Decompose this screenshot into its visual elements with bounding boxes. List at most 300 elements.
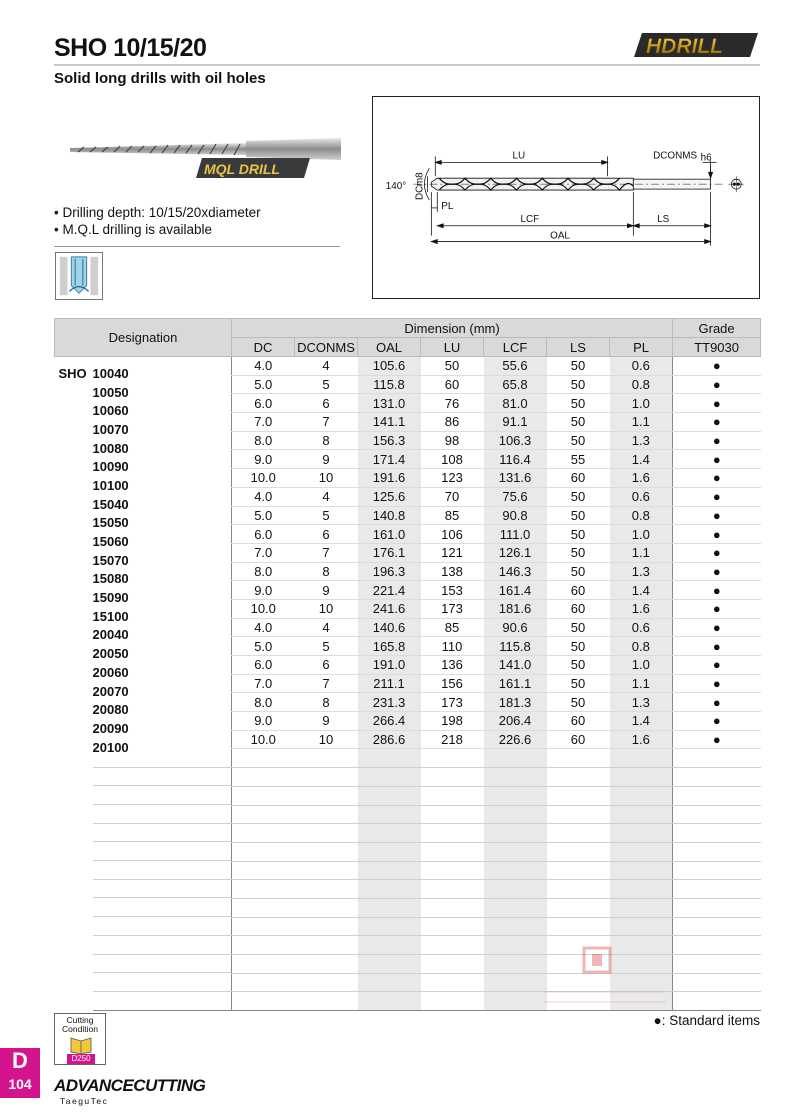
cell-dconms: 9: [295, 712, 358, 731]
cell-dc: 4.0: [232, 487, 295, 506]
designation-cell: [55, 431, 232, 456]
cell-pl: 0.6: [610, 618, 673, 637]
cell-lu: [421, 898, 484, 917]
cell-oal: 191.6: [358, 469, 421, 488]
designation-header: Designation: [55, 319, 232, 357]
cell-dconms: [295, 786, 358, 805]
legend-standard-items: ●: Standard items: [653, 1013, 760, 1028]
cell-oal: [358, 917, 421, 936]
table-row-empty: [55, 805, 761, 824]
cutting-condition-page: D250: [67, 1054, 95, 1064]
cell-grade: ●: [673, 637, 761, 656]
cell-grade: ●: [673, 618, 761, 637]
designation-cell: [55, 562, 232, 587]
cell-ls: 60: [547, 581, 610, 600]
table-row: [55, 674, 761, 693]
cell-dconms: [295, 936, 358, 955]
table-row: [55, 357, 761, 376]
cell-ls: [547, 880, 610, 899]
cell-grade: ●: [673, 431, 761, 450]
cell-ls: 50: [547, 487, 610, 506]
designation-cell: [55, 936, 232, 955]
cell-pl: 1.0: [610, 394, 673, 413]
cell-grade: [673, 861, 761, 880]
cell-grade: ●: [673, 730, 761, 749]
table-row-empty: [55, 861, 761, 880]
feature-list: [54, 204, 261, 238]
watermark-logo: [540, 944, 670, 1014]
cell-lu: 218: [421, 730, 484, 749]
cell-lu: [421, 955, 484, 974]
cell-dc: [232, 973, 295, 992]
cell-pl: 0.8: [610, 637, 673, 656]
cell-lu: 173: [421, 693, 484, 712]
cell-dc: 7.0: [232, 674, 295, 693]
cell-lcf: 131.6: [484, 469, 547, 488]
cell-lu: 198: [421, 712, 484, 731]
table-row-empty: [55, 768, 761, 787]
cell-lu: 173: [421, 599, 484, 618]
cutting-condition-label: Cutting Condition: [62, 1015, 98, 1034]
cell-oal: 231.3: [358, 693, 421, 712]
cell-pl: 1.4: [610, 450, 673, 469]
feature-divider: [54, 246, 340, 247]
designation-code: 15050: [92, 515, 129, 531]
cell-ls: 50: [547, 413, 610, 432]
cell-pl: 1.6: [610, 730, 673, 749]
cell-grade: ●: [673, 712, 761, 731]
designation-code: 15060: [92, 534, 129, 550]
table-row-empty: [55, 898, 761, 917]
spec-table: [54, 318, 761, 1011]
cell-grade: [673, 880, 761, 899]
cell-lcf: 111.0: [484, 525, 547, 544]
cell-lu: 50: [421, 357, 484, 376]
cell-lu: 98: [421, 431, 484, 450]
table-row: [55, 469, 761, 488]
cell-grade: ●: [673, 656, 761, 675]
cell-oal: [358, 992, 421, 1011]
designation-cell: [55, 861, 232, 880]
cell-ls: 50: [547, 637, 610, 656]
cell-grade: [673, 768, 761, 787]
designation-code: 20040: [92, 627, 129, 643]
cell-dc: [232, 936, 295, 955]
cell-lcf: [484, 917, 547, 936]
label-dconms-tolerance: h6: [700, 152, 712, 164]
designation-cell: [55, 955, 232, 974]
cell-lu: 138: [421, 562, 484, 581]
cell-grade: ●: [673, 394, 761, 413]
cell-grade: ●: [673, 487, 761, 506]
label-oal: OAL: [550, 230, 570, 242]
cell-lcf: [484, 842, 547, 861]
cell-grade: [673, 842, 761, 861]
table-row: [55, 693, 761, 712]
section-letter: D: [12, 1048, 28, 1073]
cell-pl: [610, 861, 673, 880]
cell-ls: 50: [547, 394, 610, 413]
cell-lcf: 141.0: [484, 656, 547, 675]
cell-oal: [358, 973, 421, 992]
cell-ls: [547, 786, 610, 805]
designation-cell: [55, 525, 232, 550]
label-point-angle: 140°: [385, 181, 407, 193]
cell-lcf: [484, 936, 547, 955]
table-row-empty: [55, 842, 761, 861]
table-row: [55, 712, 761, 731]
cell-lu: [421, 936, 484, 955]
designation-code: 15070: [92, 552, 129, 568]
designation-cell: [55, 880, 232, 899]
designation-cell: [55, 805, 232, 824]
cell-lcf: 106.3: [484, 431, 547, 450]
feature-item: • Drilling depth: 10/15/20xdiameter: [54, 205, 261, 220]
label-lcf: LCF: [520, 213, 540, 225]
svg-text:HDRILL: HDRILL: [646, 35, 723, 58]
cell-lcf: [484, 749, 547, 768]
cell-lcf: 126.1: [484, 543, 547, 562]
cell-dconms: [295, 898, 358, 917]
cell-pl: 1.6: [610, 599, 673, 618]
drill-dimension-diagram: [372, 96, 760, 299]
designation-cell: [55, 487, 232, 512]
cell-grade: ●: [673, 413, 761, 432]
cell-lu: 156: [421, 674, 484, 693]
cell-lcf: 161.4: [484, 581, 547, 600]
designation-code: 10050: [92, 384, 129, 400]
cell-lcf: [484, 861, 547, 880]
table-row: [55, 525, 761, 544]
cell-ls: [547, 898, 610, 917]
cell-pl: 0.8: [610, 506, 673, 525]
cell-lcf: [484, 992, 547, 1011]
cell-lcf: 81.0: [484, 394, 547, 413]
cell-dc: [232, 955, 295, 974]
col-grade-tt9030: TT9030: [673, 338, 761, 357]
cell-pl: [610, 768, 673, 787]
designation-cell: [55, 637, 232, 662]
cell-lcf: 116.4: [484, 450, 547, 469]
cell-dconms: [295, 880, 358, 899]
cell-grade: [673, 805, 761, 824]
cell-dc: [232, 992, 295, 1011]
cell-grade: [673, 936, 761, 955]
cell-grade: [673, 973, 761, 992]
cell-dc: 7.0: [232, 543, 295, 562]
cell-dconms: [295, 992, 358, 1011]
designation-code: 20060: [92, 664, 129, 680]
table-row-empty: [55, 749, 761, 768]
col-pl: PL: [610, 338, 673, 357]
cell-dc: 10.0: [232, 469, 295, 488]
cell-pl: [610, 749, 673, 768]
designation-code: 20100: [92, 739, 129, 755]
table-row: [55, 450, 761, 469]
cell-pl: [610, 824, 673, 843]
col-dc: DC: [232, 338, 295, 357]
cell-ls: 50: [547, 375, 610, 394]
cell-dconms: 10: [295, 730, 358, 749]
cell-dc: 9.0: [232, 712, 295, 731]
cell-dc: 6.0: [232, 394, 295, 413]
designation-code: 20090: [92, 720, 129, 736]
cell-grade: ●: [673, 599, 761, 618]
designation-cell: [55, 674, 232, 699]
cell-oal: 176.1: [358, 543, 421, 562]
cell-dc: 9.0: [232, 581, 295, 600]
table-row-empty: [55, 880, 761, 899]
coolant-drill-icon: [55, 252, 103, 300]
cell-oal: [358, 861, 421, 880]
table-row: [55, 562, 761, 581]
cell-lcf: 206.4: [484, 712, 547, 731]
label-dconms: DCONMS: [653, 150, 698, 162]
table-row: [55, 656, 761, 675]
cell-lu: [421, 786, 484, 805]
cell-grade: [673, 917, 761, 936]
cell-ls: [547, 749, 610, 768]
cell-lu: [421, 824, 484, 843]
cell-lu: [421, 917, 484, 936]
cell-ls: 50: [547, 618, 610, 637]
designation-code: 10080: [92, 440, 129, 456]
label-lu: LU: [512, 150, 526, 162]
cell-dconms: [295, 973, 358, 992]
cell-grade: [673, 824, 761, 843]
designation-code: 15040: [92, 496, 129, 512]
cell-grade: ●: [673, 581, 761, 600]
section-tab: [0, 1048, 40, 1098]
designation-cell: [55, 543, 232, 568]
designation-code: 20070: [92, 683, 129, 699]
label-dc: DC: [414, 185, 426, 200]
cell-oal: [358, 786, 421, 805]
table-row: [55, 375, 761, 394]
cell-oal: 241.6: [358, 599, 421, 618]
cell-grade: [673, 955, 761, 974]
table-row: [55, 413, 761, 432]
cell-dc: [232, 898, 295, 917]
designation-cell: [55, 413, 232, 437]
cell-dconms: [295, 917, 358, 936]
cell-grade: ●: [673, 525, 761, 544]
cell-oal: 286.6: [358, 730, 421, 749]
title-divider: [54, 64, 760, 66]
col-lu: LU: [421, 338, 484, 357]
cell-lu: [421, 992, 484, 1011]
cell-lcf: [484, 973, 547, 992]
table-row-empty: [55, 917, 761, 936]
cell-pl: 1.3: [610, 693, 673, 712]
cell-dc: [232, 824, 295, 843]
cell-grade: ●: [673, 543, 761, 562]
cell-oal: [358, 842, 421, 861]
cell-oal: 140.6: [358, 618, 421, 637]
cell-dconms: [295, 805, 358, 824]
cell-lcf: [484, 824, 547, 843]
cell-dconms: 5: [295, 375, 358, 394]
feature-item: • M.Q.L drilling is available: [54, 222, 213, 237]
hdrill-logo: [632, 30, 760, 60]
designation-code: 10090: [92, 459, 129, 475]
cell-dconms: 9: [295, 450, 358, 469]
cell-ls: [547, 917, 610, 936]
cell-oal: 266.4: [358, 712, 421, 731]
cell-ls: 50: [547, 525, 610, 544]
cell-ls: 50: [547, 543, 610, 562]
cell-dc: 5.0: [232, 637, 295, 656]
table-row: [55, 618, 761, 637]
cell-lu: [421, 880, 484, 899]
designation-cell: [55, 469, 232, 493]
page-number: 104: [8, 1076, 32, 1092]
cell-lu: 76: [421, 394, 484, 413]
cell-lcf: 226.6: [484, 730, 547, 749]
cell-dc: 8.0: [232, 562, 295, 581]
label-pl: PL: [441, 200, 454, 212]
table-row-empty: [55, 786, 761, 805]
designation-cell: [55, 768, 232, 787]
designation-cell: [55, 730, 232, 755]
col-oal: OAL: [358, 338, 421, 357]
cell-lu: 85: [421, 506, 484, 525]
table-row: [55, 487, 761, 506]
designation-cell: [55, 357, 232, 382]
cell-lcf: 181.3: [484, 693, 547, 712]
cell-dc: 8.0: [232, 693, 295, 712]
cell-dconms: 5: [295, 506, 358, 525]
cell-dconms: 7: [295, 674, 358, 693]
cell-lcf: 91.1: [484, 413, 547, 432]
col-ls: LS: [547, 338, 610, 357]
cell-lcf: 161.1: [484, 674, 547, 693]
designation-code: 10070: [92, 421, 129, 437]
designation-cell: [55, 375, 232, 400]
cell-lcf: [484, 805, 547, 824]
cell-ls: 60: [547, 712, 610, 731]
cell-dc: 9.0: [232, 450, 295, 469]
brand-name: ADVANCECUTTING: [54, 1076, 206, 1095]
cell-oal: 165.8: [358, 637, 421, 656]
cell-dc: [232, 842, 295, 861]
table-row: [55, 394, 761, 413]
table-row: [55, 506, 761, 525]
cell-lu: 106: [421, 525, 484, 544]
designation-code: 15080: [92, 571, 129, 587]
cell-pl: 1.3: [610, 562, 673, 581]
svg-text:MQL DRILL: MQL DRILL: [204, 161, 280, 177]
cell-lcf: 90.8: [484, 506, 547, 525]
table-row: [55, 637, 761, 656]
cell-lu: [421, 861, 484, 880]
cell-lu: [421, 842, 484, 861]
table-row-empty: [55, 824, 761, 843]
cell-grade: ●: [673, 562, 761, 581]
cutting-condition-reference[interactable]: [54, 1013, 106, 1065]
mql-drill-logo: [196, 156, 312, 180]
cell-dconms: [295, 749, 358, 768]
cell-lu: [421, 805, 484, 824]
cell-oal: 211.1: [358, 674, 421, 693]
cell-lu: 123: [421, 469, 484, 488]
designation-cell: [55, 824, 232, 843]
cell-oal: 105.6: [358, 357, 421, 376]
dimension-header: Dimension (mm): [232, 319, 673, 338]
designation-cell: [55, 712, 232, 736]
cell-dconms: 10: [295, 469, 358, 488]
table-row: [55, 599, 761, 618]
cell-lcf: 146.3: [484, 562, 547, 581]
designation-cell: [55, 992, 232, 1011]
series-prefix: SHO: [58, 366, 87, 382]
designation-code: 20050: [92, 646, 129, 662]
table-row: [55, 431, 761, 450]
grade-header: Grade: [673, 319, 761, 338]
cell-dc: 5.0: [232, 375, 295, 394]
cell-lu: 121: [421, 543, 484, 562]
cell-ls: 50: [547, 431, 610, 450]
cell-oal: [358, 749, 421, 768]
cell-grade: ●: [673, 469, 761, 488]
cell-dc: [232, 880, 295, 899]
designation-cell: [55, 599, 232, 624]
cell-pl: 1.1: [610, 674, 673, 693]
cell-dconms: 8: [295, 431, 358, 450]
cell-oal: [358, 880, 421, 899]
cell-ls: [547, 805, 610, 824]
designation-code: 20080: [92, 702, 129, 718]
designation-cell: [55, 450, 232, 475]
cell-pl: 1.1: [610, 413, 673, 432]
designation-cell: [55, 898, 232, 917]
cell-oal: [358, 898, 421, 917]
designation-cell: [55, 581, 232, 606]
cell-dc: [232, 805, 295, 824]
cell-pl: 0.6: [610, 487, 673, 506]
cell-ls: 50: [547, 674, 610, 693]
cell-grade: ●: [673, 450, 761, 469]
cell-lu: 153: [421, 581, 484, 600]
cell-pl: 1.0: [610, 656, 673, 675]
cell-ls: 60: [547, 469, 610, 488]
cell-oal: [358, 824, 421, 843]
cell-grade: [673, 749, 761, 768]
book-icon: [69, 1036, 93, 1054]
cell-ls: 50: [547, 357, 610, 376]
cell-pl: 1.4: [610, 712, 673, 731]
designation-code: 15100: [92, 608, 129, 624]
cell-lu: 86: [421, 413, 484, 432]
designation-cell: [55, 506, 232, 531]
designation-cell: [55, 656, 232, 680]
cell-dconms: 10: [295, 599, 358, 618]
cell-grade: ●: [673, 506, 761, 525]
cell-dconms: 6: [295, 656, 358, 675]
designation-cell: [55, 618, 232, 643]
cell-dconms: [295, 955, 358, 974]
cell-grade: ●: [673, 693, 761, 712]
cell-ls: [547, 824, 610, 843]
cell-lu: 110: [421, 637, 484, 656]
cell-lcf: 75.6: [484, 487, 547, 506]
cell-grade: ●: [673, 357, 761, 376]
cell-grade: ●: [673, 375, 761, 394]
cell-lcf: [484, 768, 547, 787]
designation-cell: [55, 693, 232, 718]
designation-cell: [55, 973, 232, 992]
cell-dc: [232, 768, 295, 787]
